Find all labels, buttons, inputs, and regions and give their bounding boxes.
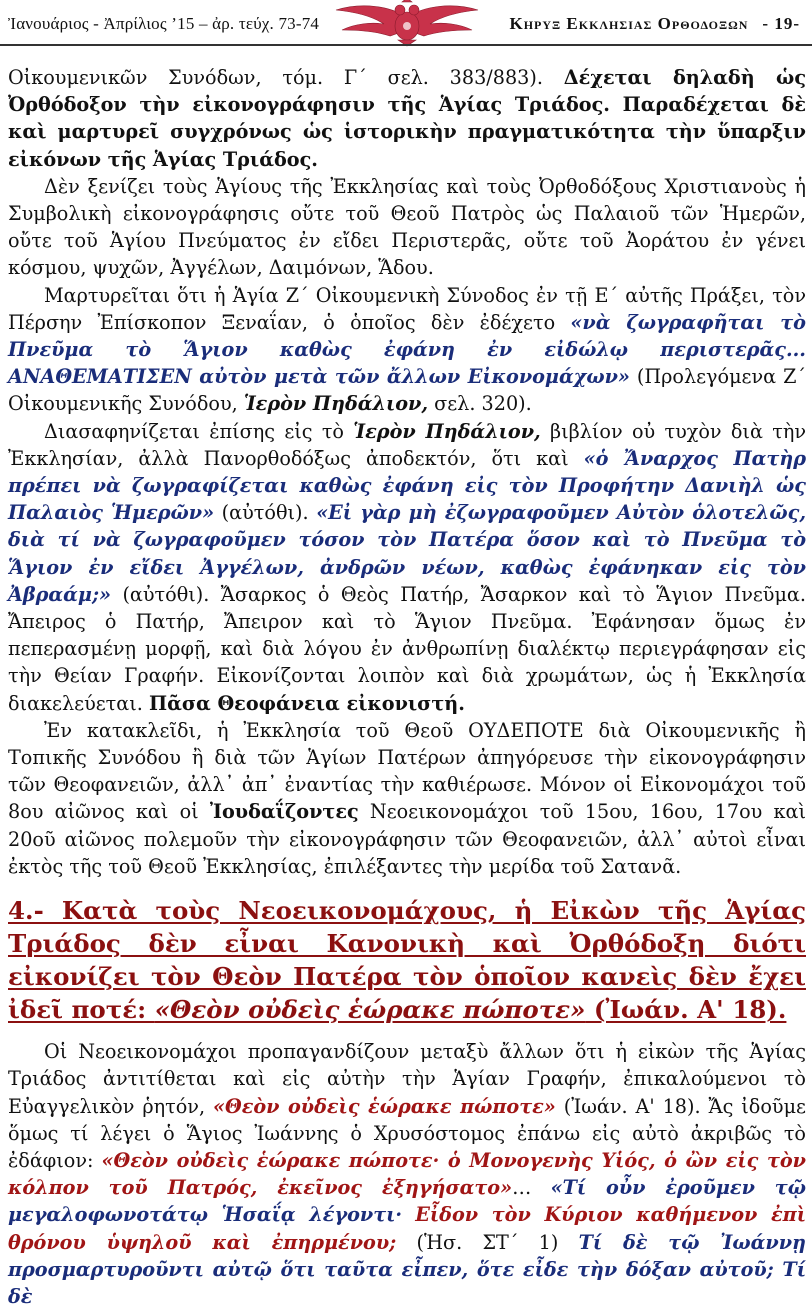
section-heading (8, 894, 806, 1026)
paragraph-4 (8, 418, 806, 717)
text-span: (Ἰωάν. Α' 18). Ἄς ἰδοῦμε ὅμως τί λέγει ὁ Ἅγιος Ἰωάννης ὁ Χρυσόστομος ἐπάνω εἰς αὐτὸ ἀκριβῶς τὸ ἐδάφιον: (8, 1094, 806, 1172)
heading-text: (Ἰωάν. Α' 18). (585, 995, 787, 1025)
text-span: (Προλεγόμενα Ζ΄ Οἰκουμενικῆς Συνόδου, (8, 365, 806, 416)
quote-red: «Θεὸν οὐδεὶς ἑώρακε πώποτε· ὁ Μονογενὴς Υἱός, ὁ ὢν εἰς τὸν κόλπον τοῦ Πατρός, ἐκεῖνος ἐξηγήσατο» (8, 1148, 806, 1200)
text-span: Μαρτυρεῖται ὅτι ἡ Ἁγία Ζ΄ Οἰκουμενικὴ Σύνοδος ἐν τῇ Ε΄ αὐτῆς Πράξει, τὸν Πέρσην Ἐπίσκοπον Ξεναΐαν, ὁ ὁποῖος δὲν ἐδέχετο (8, 283, 806, 334)
text-span: Ἐν κατακλεῖδι, ἡ Ἐκκλησία τοῦ Θεοῦ ΟΥΔΕΠΟΤΕ διὰ Οἰκουμενικῆς ἢ Τοπικῆς Συνόδου ἢ διὰ τῶν Ἁγίων Πατέρων ἀπηγόρευσε τὴν εἰκονογράφησιν τῶν Θεοφανειῶν, ἀλλ᾽ ἀπ᾽ ἐναντίας τὴν καθιέρωσε. Μόνον οἱ Εἰκονομάχοι τοῦ 8ου αἰῶνος καὶ οἱ (8, 718, 806, 824)
paragraph-1 (8, 64, 806, 173)
quote-blue: «Τί οὖν ἐροῦμεν τῷ μεγαλοφωνοτάτῳ Ἡσαΐᾳ λέγοντι· (8, 1176, 806, 1227)
text-span: Οἱ Νεοεικονομάχοι προπαγανδίζουν μεταξὺ ἄλλων ὅτι ἡ εἰκὼν τῆς Ἁγίας Τριάδος ἀντιτίθεται καὶ εἰς αὐτὴν τὴν Ἁγίαν Γραφήν, ἐπικαλούμενοι τὸ Εὐαγγελικὸν ῥητόν, (8, 1040, 806, 1118)
text-span: βιβλίον οὐ τυχὸν διὰ τὴν Ἐκκλησίαν, ἀλλὰ Πανορθοδόξως ἀποδεκτόν, ὅτι καὶ (8, 419, 806, 470)
paragraph-2 (8, 173, 806, 282)
text-span: (αὐτόθι). Ἄσαρκος ὁ Θεὸς Πατήρ, Ἄσαρκον καὶ τὸ Ἅγιον Πνεῦμα. Ἄπειρος ὁ Πατήρ, Ἄπειρον καὶ τὸ Ἅγιον Πνεῦμα. Ἐφάνησαν ὅμως ἐν πεπερασμένῃ μορφῇ, καὶ διὰ λόγου ἐν ἀνθρωπίνῃ διαλέκτῳ περιεγράφησαν εἰς τὴν Θείαν Γραφήν. Εἰκονίζονται λοιπὸν καὶ διὰ χρωμάτων, ὡς ἡ Ἐκκλησία διακελεύεται. (8, 582, 806, 715)
paragraph-5 (8, 717, 806, 880)
text-span: Νεοεικονομάχοι τοῦ 15ου, 16ου, 17ου καὶ 20οῦ αἰῶνος πολεμοῦν τὴν εἰκονογράφησιν τῶν Θεοφανειῶν, ἀλλ᾽ αὐτοὶ εἶναι ἐκτὸς τῆς τοῦ Θεοῦ Ἐκκλησίας, ἐπιλέξαντες τὴν μερίδα τοῦ Σατανᾶ. (8, 800, 806, 878)
text-span: Διασαφηνίζεται ἐπίσης εἰς τὸ (44, 419, 354, 443)
paragraph-3 (8, 282, 806, 418)
issue-info: Ἰανουάριος - Ἀπρίλιος ’15 – ἀρ. τεύχ. 73-74 (8, 14, 320, 33)
text-span: Οἰκουμενικῶν Συνόδων, τόμ. Γ΄ σελ. 383/883). (8, 66, 564, 89)
text-span: … (512, 1176, 551, 1200)
text-span: Δὲν ξενίζει τοὺς Ἁγίους τῆς Ἐκκλησίας καὶ τοὺς Ὀρθοδόξους Χριστιανοὺς ἡ Συμβολικὴ εἰκονογράφησις οὔτε τοῦ Θεοῦ Πατρὸς ὡς Παλαιοῦ τῶν Ἡμερῶν, οὔτε τοῦ Ἁγίου Πνεύματος ἐν εἴδει Περιστερᾶς, οὔτε τοῦ Ἀοράτου ἐν γένει κόσμου, ψυχῶν, Ἀγγέλων, Δαιμόνων, Ἅδου. (8, 174, 806, 280)
paragraph-6 (8, 1038, 806, 1310)
double-headed-eagle-icon (332, 0, 482, 48)
book-title: Ἱερὸν Πηδάλιον, (243, 392, 429, 416)
quote-blue: «ὁ Ἄναρχος Πατὴρ πρέπει νὰ ζωγραφίζεται καθὼς ἐφάνη εἰς τὸν Προφήτην Δανιὴλ ὡς Παλαιὸς Ἡμερῶν» (8, 446, 807, 525)
bold-emphasis: Δέχεται δηλαδὴ ὡς Ὀρθόδοξον τὴν εἰκονογράφησιν τῆς Ἁγίας Τριάδος. Παραδέχεται δὲ καὶ μαρτυρεῖ συγχρόνως ὡς ἱστορικὴν πραγματικότητα τὴν ὕπαρξιν εἰκόνων τῆς Ἁγίας Τριάδος. (8, 66, 806, 171)
text-span: (αὐτόθι). (214, 501, 317, 525)
text-span (402, 1203, 415, 1226)
header-rule (0, 44, 812, 46)
page-header (0, 0, 812, 52)
text-span: (Ἡσ. ΣΤ΄ 1) (396, 1230, 579, 1254)
page-number: - 19- (762, 14, 800, 33)
quote-red: Εἶδον τὸν Κύριον καθήμενον ἐπὶ θρόνου ὑψηλοῦ καὶ ἐπηρμένου; (8, 1203, 807, 1254)
heading-quote: «Θεὸν οὐδεὶς ἑώρακε πώποτε» (154, 995, 586, 1025)
quote-red: «Θεὸν οὐδεὶς ἑώρακε πώποτε» (212, 1094, 556, 1118)
quote-blue: «νὰ ζωγραφῆται τὸ Πνεῦμα τὸ Ἅγιον καθὼς ἐφάνη ἐν εἰδώλῳ περιστερᾶς... ΑΝΑΘΕΜΑΤΙΣΕΝ αὐτὸν μετὰ τῶν ἄλλων Εἰκονομάχων» (8, 310, 806, 389)
bold-emphasis: Ἰουδαΐζοντες (209, 800, 359, 824)
quote-blue: Τί δὲ τῷ Ἰωάννῃ προσμαρτυροῦντι αὐτῷ ὅτι ταῦτα εἶπεν, ὅτε εἶδε τὴν δόξαν αὐτοῦ; Τί δὲ (8, 1230, 806, 1308)
bold-emphasis: Πᾶσα Θεοφάνεια εἰκονιστή. (148, 691, 465, 715)
header-title-block (509, 14, 800, 34)
quote-blue: «Εἰ γὰρ μὴ ἐζωγραφοῦμεν Αὐτὸν ὁλοτελῶς, διὰ τί νὰ ζωγραφοῦμεν τόσον τὸν Πατέρα ὅσον καὶ τὸ Πνεῦμα τὸ Ἅγιον ἐν εἴδει Ἀγγέλων, ἀνδρῶν νέων, καθὼς ἐφάνηκαν εἰς τὸν Ἀβραάμ;» (8, 501, 806, 606)
text-span: σελ. 320). (428, 392, 532, 416)
book-title: Ἱερὸν Πηδάλιον, (353, 419, 541, 443)
publication-title: Κηρυξ Εκκλησιας Ορθοδοξων (509, 14, 749, 33)
heading-text: 4.- Κατὰ τοὺς Νεοεικονομάχους, ἡ Εἰκὼν τῆς Ἁγίας Τριάδος δὲν εἶναι Κανονικὴ καὶ Ὀρθόδοξη διότι εἰκονίζει τὸν Θεὸν Πατέρα τὸν ὁποῖον κανεὶς δὲν ἔχει ἰδεῖ ποτέ: (8, 896, 806, 1025)
article-body (8, 64, 806, 1310)
